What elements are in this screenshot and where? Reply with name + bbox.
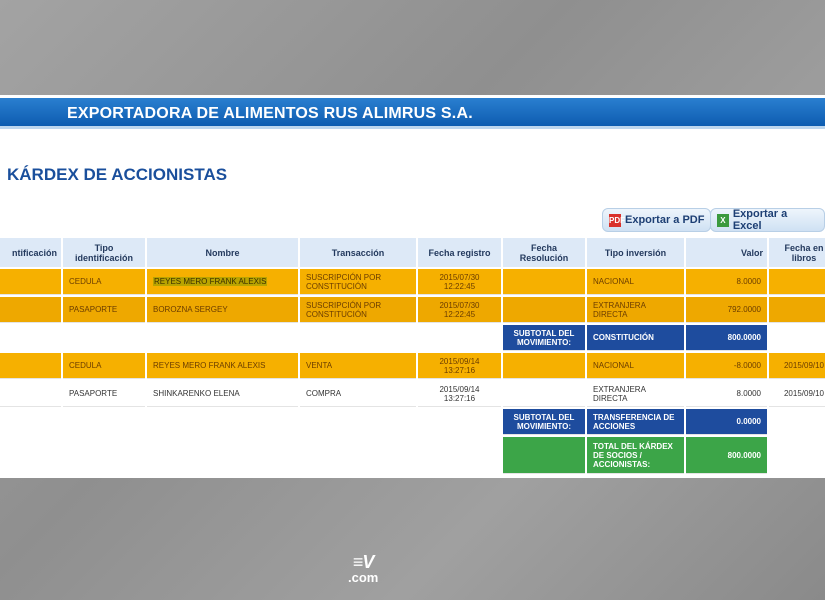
subtotal-row [0, 409, 825, 435]
cell-nombre [147, 269, 298, 295]
cell [0, 381, 61, 407]
total-row [0, 437, 825, 474]
subtotal-valor: 0.0000 [686, 409, 767, 435]
cell-transaccion: SUSCRIPCIÓN POR CONSTITUCIÓN [300, 297, 416, 323]
cell-fecha-resolucion [503, 381, 585, 407]
col-transaccion[interactable]: Transacción [300, 238, 416, 267]
cell [0, 437, 501, 474]
page-title: KÁRDEX DE ACCIONISTAS [7, 165, 228, 184]
pdf-icon: PDF [609, 215, 625, 225]
total-valor: 800.0000 [686, 437, 767, 474]
cell-fecha-registro: 2015/09/14 13:27:16 [418, 381, 501, 407]
company-banner [0, 98, 825, 129]
export-pdf-label: Exportar a PDF [625, 214, 705, 226]
subtotal-label: SUBTOTAL DEL MOVIMIENTO: [503, 325, 585, 351]
cell-fecha-registro: 2015/07/30 12:22:45 [418, 297, 501, 323]
subtotal-valor: 800.0000 [686, 325, 767, 351]
col-valor[interactable]: Valor [686, 238, 767, 267]
cell-fecha-libros [769, 297, 825, 323]
company-name: EXPORTADORA DE ALIMENTOS RUS ALIMRUS S.A. [67, 105, 473, 122]
subtotal-row [0, 325, 825, 351]
cell-nombre: REYES MERO FRANK ALEXIS [147, 353, 298, 379]
col-identificacion[interactable]: ntificación [0, 238, 61, 267]
cell-tipo: PASAPORTE [63, 297, 145, 323]
header-row [0, 238, 825, 267]
cell [769, 437, 825, 474]
total-label: TOTAL DEL KÁRDEX DE SOCIOS / ACCIONISTAS: [587, 437, 684, 474]
cell-tipo-inversion: EXTRANJERA DIRECTA [587, 297, 684, 323]
cell-valor: -8.0000 [686, 353, 767, 379]
cell-tipo: PASAPORTE [63, 381, 145, 407]
cell [0, 325, 501, 351]
cell-transaccion: VENTA [300, 353, 416, 379]
cell [769, 409, 825, 435]
export-pdf-button[interactable] [602, 208, 711, 232]
cell [0, 269, 61, 295]
col-fecha-libros[interactable]: Fecha en libros [769, 238, 825, 267]
cell-fecha-resolucion [503, 353, 585, 379]
cell-valor: 8.0000 [686, 381, 767, 407]
cell-nombre: SHINKARENKO ELENA [147, 381, 298, 407]
cell-tipo-inversion: NACIONAL [587, 353, 684, 379]
col-tipo-inversion[interactable]: Tipo inversión [587, 238, 684, 267]
cell-fecha-resolucion [503, 297, 585, 323]
subtotal-label: SUBTOTAL DEL MOVIMIENTO: [503, 409, 585, 435]
subtotal-tipo: CONSTITUCIÓN [587, 325, 684, 351]
total-empty [503, 437, 585, 474]
col-nombre[interactable]: Nombre [147, 238, 298, 267]
highlighted-name: REYES MERO FRANK ALEXIS [154, 277, 267, 286]
cell-tipo: CEDULA [63, 269, 145, 295]
cell-transaccion: SUSCRIPCIÓN POR CONSTITUCIÓN [300, 269, 416, 295]
excel-icon: X [717, 214, 729, 227]
cell-tipo: CEDULA [63, 353, 145, 379]
table-row[interactable] [0, 381, 825, 407]
cell-fecha-libros: 2015/09/10 [769, 353, 825, 379]
cell-transaccion: COMPRA [300, 381, 416, 407]
col-fecha-resolucion[interactable]: Fecha Resolución [503, 238, 585, 267]
cell [0, 409, 501, 435]
table-row[interactable] [0, 297, 825, 323]
cell-fecha-registro: 2015/09/14 13:27:16 [418, 353, 501, 379]
cell-fecha-libros [769, 269, 825, 295]
cell-tipo-inversion: EXTRANJERA DIRECTA [587, 381, 684, 407]
cell [769, 325, 825, 351]
cell [0, 353, 61, 379]
cell-valor: 792.0000 [686, 297, 767, 323]
cell-nombre: BOROZNA SERGEY [147, 297, 298, 323]
ev-watermark-logo: ≡V .com [348, 552, 379, 585]
cell-fecha-libros: 2015/09/10 [769, 381, 825, 407]
col-fecha-registro[interactable]: Fecha registro [418, 238, 501, 267]
table-row[interactable] [0, 353, 825, 379]
export-excel-button[interactable] [710, 208, 825, 232]
export-excel-label: Exportar a Excel [732, 208, 788, 232]
cell-tipo-inversion: NACIONAL [587, 269, 684, 295]
table-row[interactable] [0, 269, 825, 295]
cell [0, 297, 61, 323]
cell-fecha-resolucion [503, 269, 585, 295]
kardex-table [0, 236, 825, 476]
cell-valor: 8.0000 [686, 269, 767, 295]
cell-fecha-registro: 2015/07/30 12:22:45 [418, 269, 501, 295]
col-tipo-identificacion[interactable]: Tipo identificación [63, 238, 145, 267]
subtotal-tipo: TRANSFERENCIA DE ACCIONES [587, 409, 684, 435]
